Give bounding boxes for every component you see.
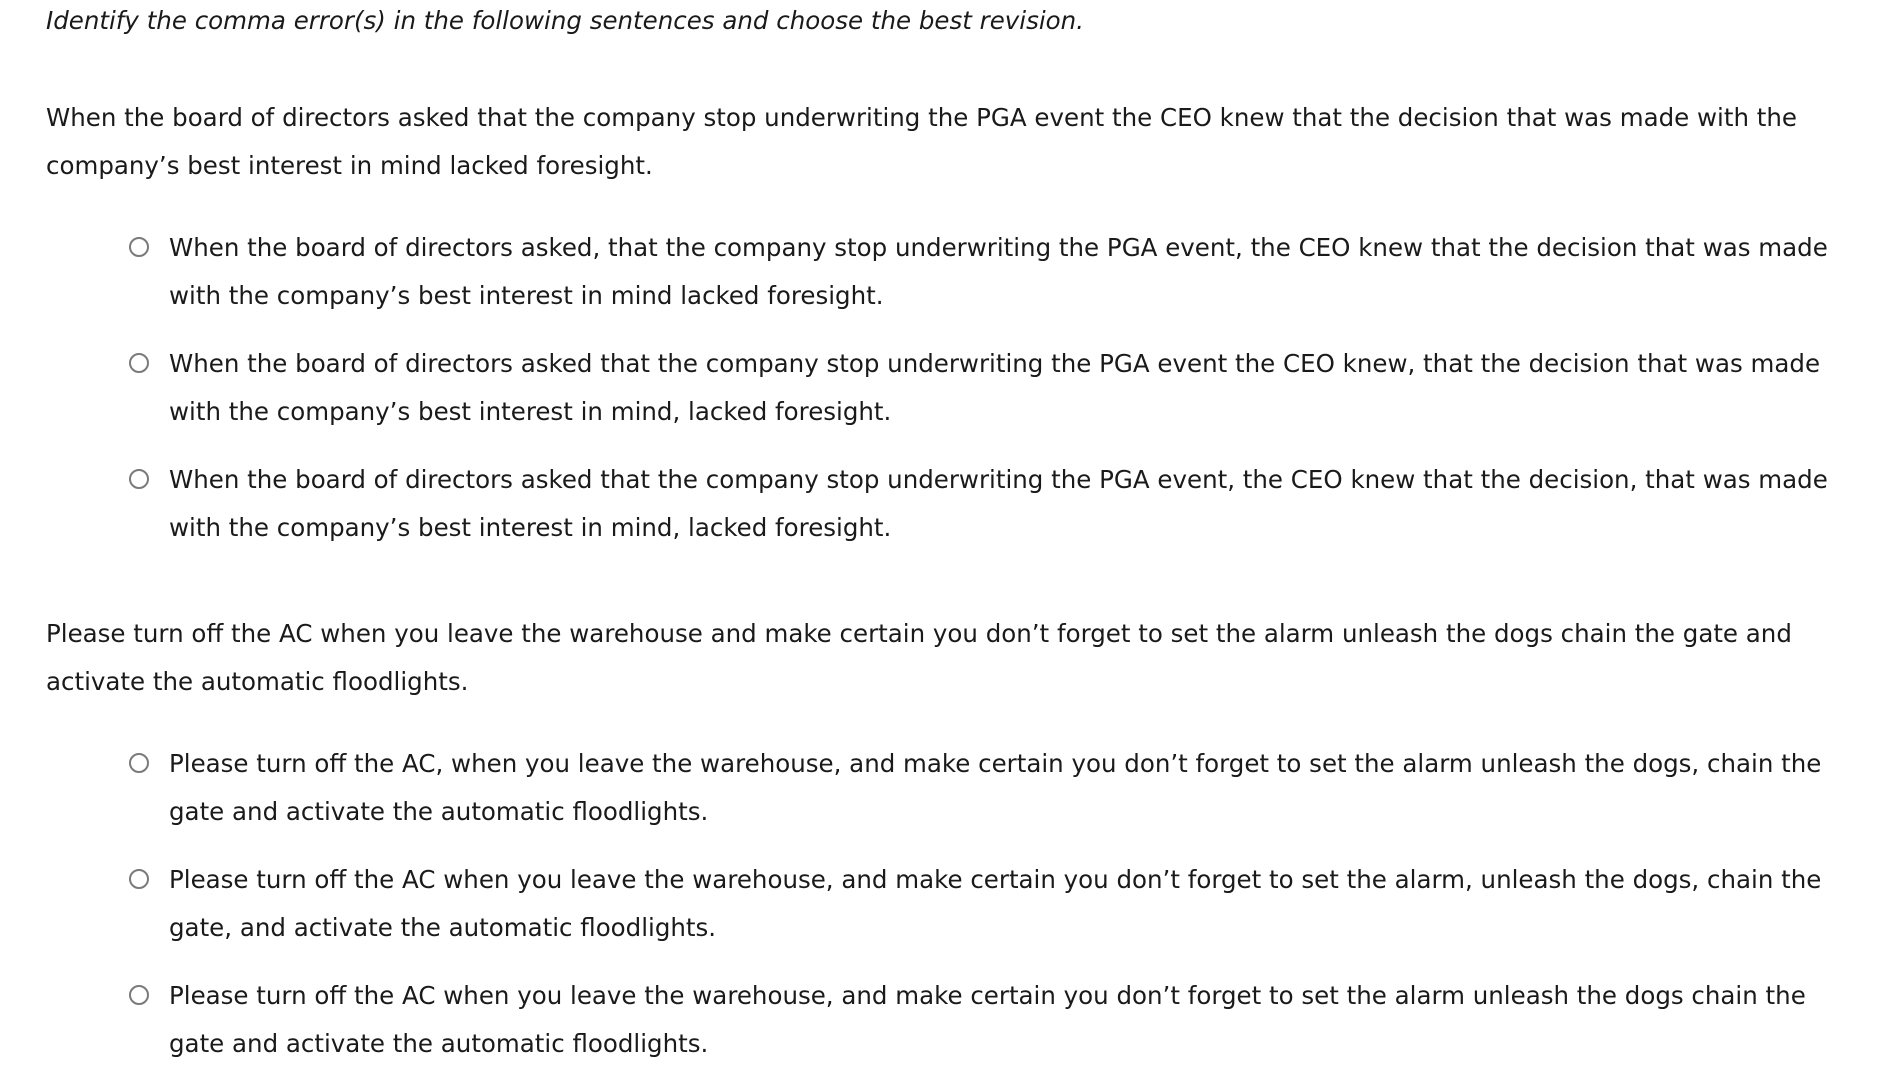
answer-option-3[interactable]: [46, 972, 1886, 1068]
radio-button[interactable]: [129, 469, 149, 489]
answer-option-1[interactable]: [46, 224, 1886, 320]
option-label: When the board of directors asked, that the company stop underwriting the PGA event, the CEO knew that the decision that was made with the company’s best interest in mind lacked foresight.: [169, 233, 1828, 310]
answer-option-3[interactable]: [46, 456, 1886, 552]
radio-button[interactable]: [129, 869, 149, 889]
radio-button[interactable]: [129, 753, 149, 773]
option-label: When the board of directors asked that the company stop underwriting the PGA event, the CEO knew that the decision, that was made with the company’s best interest in mind, lacked foresight.: [169, 465, 1828, 542]
option-label: When the board of directors asked that the company stop underwriting the PGA event the CEO knew, that the decision that was made with the company’s best interest in mind, lacked foresight.: [169, 349, 1821, 426]
radio-button[interactable]: [129, 985, 149, 1005]
option-label: Please turn off the AC when you leave the warehouse, and make certain you don’t forget to set the alarm, unleash the dogs, chain the gate, and activate the automatic floodlights.: [169, 865, 1822, 942]
answer-option-2[interactable]: [46, 856, 1886, 952]
radio-button[interactable]: [129, 237, 149, 257]
answer-option-2[interactable]: [46, 340, 1886, 436]
question-1: [46, 94, 1886, 552]
answer-option-1[interactable]: [46, 740, 1886, 836]
question-stem: Please turn off the AC when you leave the warehouse and make certain you don’t forget to set the alarm unleash the dogs chain the gate and activate the automatic floodlights.: [46, 619, 1792, 696]
radio-button[interactable]: [129, 353, 149, 373]
question-stem: When the board of directors asked that the company stop underwriting the PGA event the CEO knew that the decision that was made with the company’s best interest in mind lacked foresight.: [46, 103, 1797, 180]
answer-options: [46, 740, 1886, 1068]
answer-options: [46, 224, 1886, 552]
option-label: Please turn off the AC, when you leave the warehouse, and make certain you don’t forget to set the alarm unleash the dogs, chain the gate and activate the automatic floodlights.: [169, 749, 1822, 826]
question-2: [46, 610, 1886, 1068]
instructions-text: Identify the comma error(s) in the following sentences and choose the best revision.: [46, 6, 1084, 35]
option-label: Please turn off the AC when you leave the warehouse, and make certain you don’t forget to set the alarm unleash the dogs chain the gate and activate the automatic floodlights.: [169, 981, 1806, 1058]
